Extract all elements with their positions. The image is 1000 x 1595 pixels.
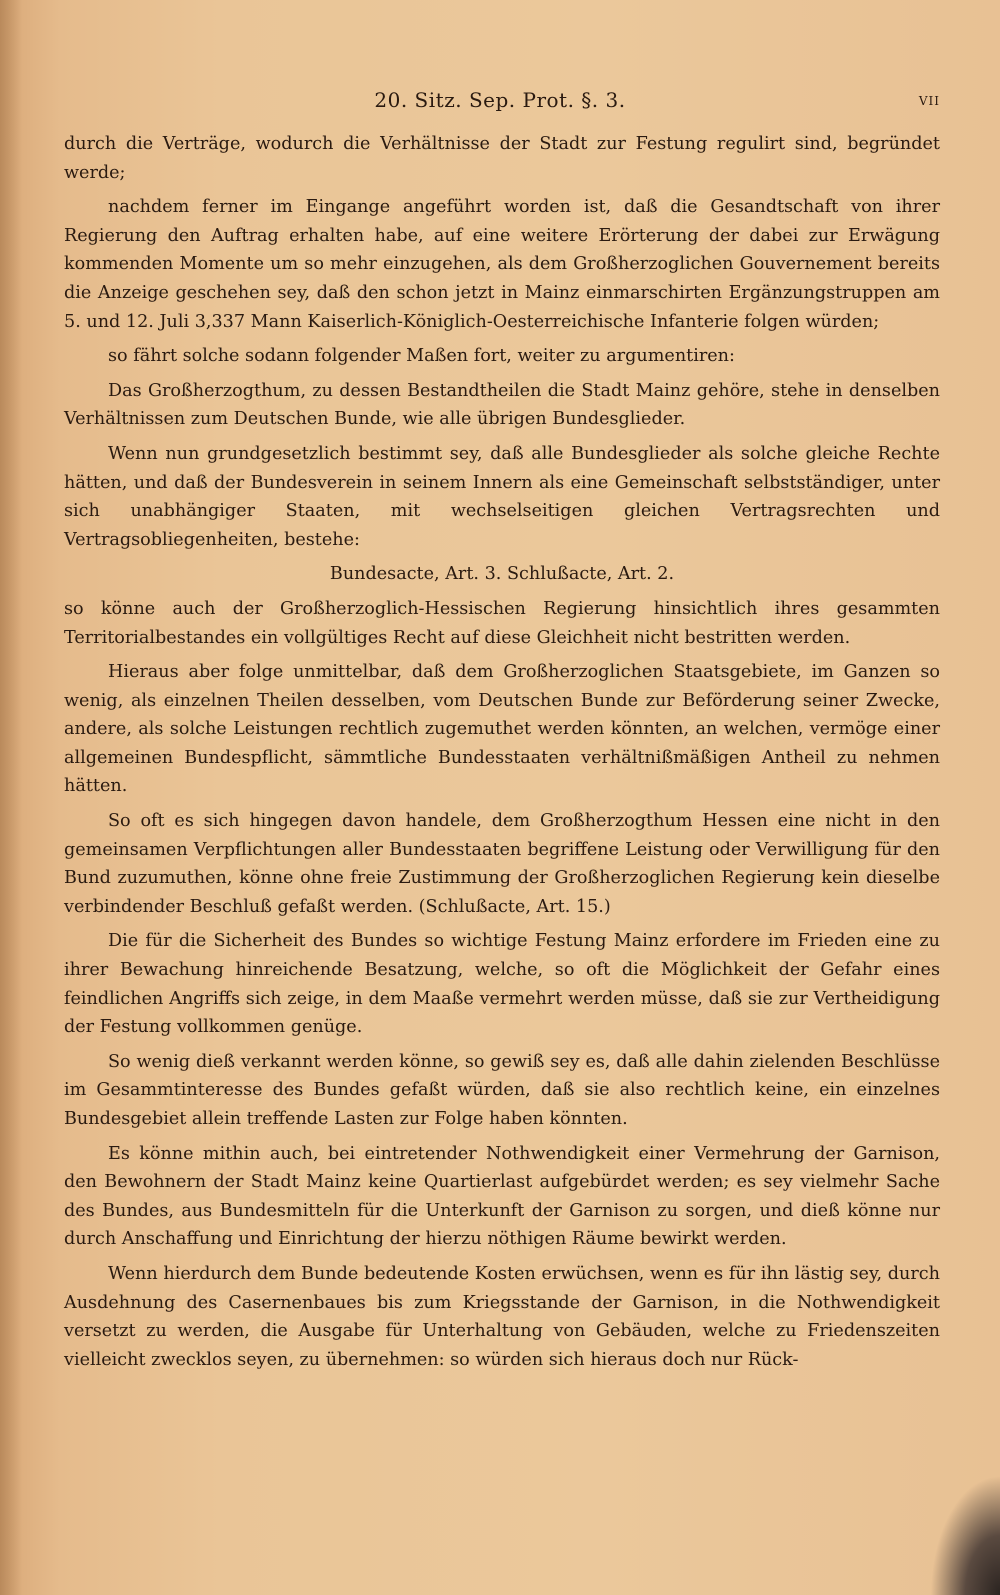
paragraph: Wenn nun grundgesetzlich bestimmt sey, daß alle Bundesglieder als solche gleiche Rechte hätten, und daß der Bundesverein in seinem Innern als eine Gemeinschaft selbstständiger, unter sich unabhängiger Staaten, mit wechselseitigen gleichen Vertragsrechten und Vertragsobliegenheiten, bestehe: [64, 443, 940, 550]
paragraph: so fährt solche sodann folgender Maßen fort, weiter zu argumentiren: [108, 346, 735, 367]
page-corner-curl [930, 1475, 1000, 1595]
paragraph: Es könne mithin auch, bei eintretender Nothwendigkeit einer Vermehrung der Garnison, den Bewohnern der Stadt Mainz keine Quartierlast aufgebürdet werden; es sey vielmehr Sache des Bundes, aus Bundesmitteln für die Unterkunft der Garnison zu sorgen, und dieß könne nur durch Anschaffung und Einrichtung der hierzu nöthigen Räume bewirkt werden. [64, 1143, 940, 1250]
paragraph: so könne auch der Großherzoglich-Hessischen Regierung hinsichtlich ihres gesammten Territorialbestandes ein vollgültiges Recht auf diese Gleichheit nicht bestritten werden. [64, 598, 940, 648]
running-head: 20. Sitz. Sep. Prot. §. 3. [374, 88, 626, 112]
paragraph: So wenig dieß verkannt werden könne, so gewiß sey es, daß alle dahin zielenden Beschlüsse im Gesammtinteresse des Bundes gefaßt würden, daß sie also rechtlich keine, ein einzelnes Bundesgebiet allein treffende Lasten zur Folge haben könnten. [64, 1051, 940, 1129]
paragraph: Das Großherzogthum, zu dessen Bestandtheilen die Stadt Mainz gehöre, stehe in denselben Verhältnissen zum Deutschen Bunde, wie alle übrigen Bundesglieder. [64, 380, 940, 430]
paragraph: nachdem ferner im Eingange angeführt worden ist, daß die Gesandtschaft von ihrer Regierung den Auftrag erhalten habe, auf eine weitere Erörterung der dabei zur Erwägung kommenden Momente um so mehr einzugehen, als dem Großherzoglichen Gouvernement bereits die Anzeige geschehen sey, daß den schon jetzt in Mainz einmarschirten Ergänzungstruppen am 5. und 12. Juli 3,337 Mann Kaiserlich-Königlich-Oesterreichische Infanterie folgen würden; [64, 197, 940, 332]
page-number: vii [918, 90, 940, 110]
paragraph: Die für die Sicherheit des Bundes so wichtige Festung Mainz erfordere im Frieden eine zu ihrer Bewachung hinreichende Besatzung, welche, so oft die Möglichkeit der Gefahr eines feindlichen Angriffs sich zeige, in dem Maaße vermehrt werden müsse, daß sie zur Vertheidigung der Festung vollkommen genüge. [64, 931, 940, 1038]
citation-line: Bundesacte, Art. 3. Schlußacte, Art. 2. [329, 564, 675, 585]
page-binding-shadow [0, 0, 22, 1595]
page-header [60, 88, 940, 118]
paragraph: durch die Verträge, wodurch die Verhältnisse der Stadt zur Festung regulirt sind, begründet werde; [64, 134, 940, 183]
paragraph: Wenn hierdurch dem Bunde bedeutende Kosten erwüchsen, wenn es für ihn lästig sey, durch Ausdehnung des Casernenbaues bis zum Kriegsstande der Garnison, in die Nothwendigkeit versetzt zu werden, die Ausgabe für Unterhaltung von Gebäuden, welche zu Friedenszeiten vielleicht zwecklos seyen, zu übernehmen: so würden sich hieraus doch nur Rück- [64, 1263, 940, 1370]
paragraph: Hieraus aber folge unmittelbar, daß dem Großherzoglichen Staatsgebiete, im Ganzen so wenig, als einzelnen Theilen desselben, vom Deutschen Bunde zur Beförderung seiner Zwecke, andere, als solche Leistungen rechtlich zugemuthet werden könnten, an welchen, vermöge einer allgemeinen Bundespflicht, sämmtliche Bundesstaaten verhältnißmäßigen Antheil zu nehmen hätten. [64, 662, 940, 797]
paragraph: So oft es sich hingegen davon handele, dem Großherzogthum Hessen eine nicht in den gemeinsamen Verpflichtungen aller Bundesstaaten begriffene Leistung oder Verwilligung für den Bund zuzumuthen, könne ohne freie Zustimmung der Großherzoglichen Regierung kein dieselbe verbindender Beschluß gefaßt werden. (Schlußacte, Art. 15.) [64, 811, 940, 917]
body-text [64, 130, 940, 1380]
